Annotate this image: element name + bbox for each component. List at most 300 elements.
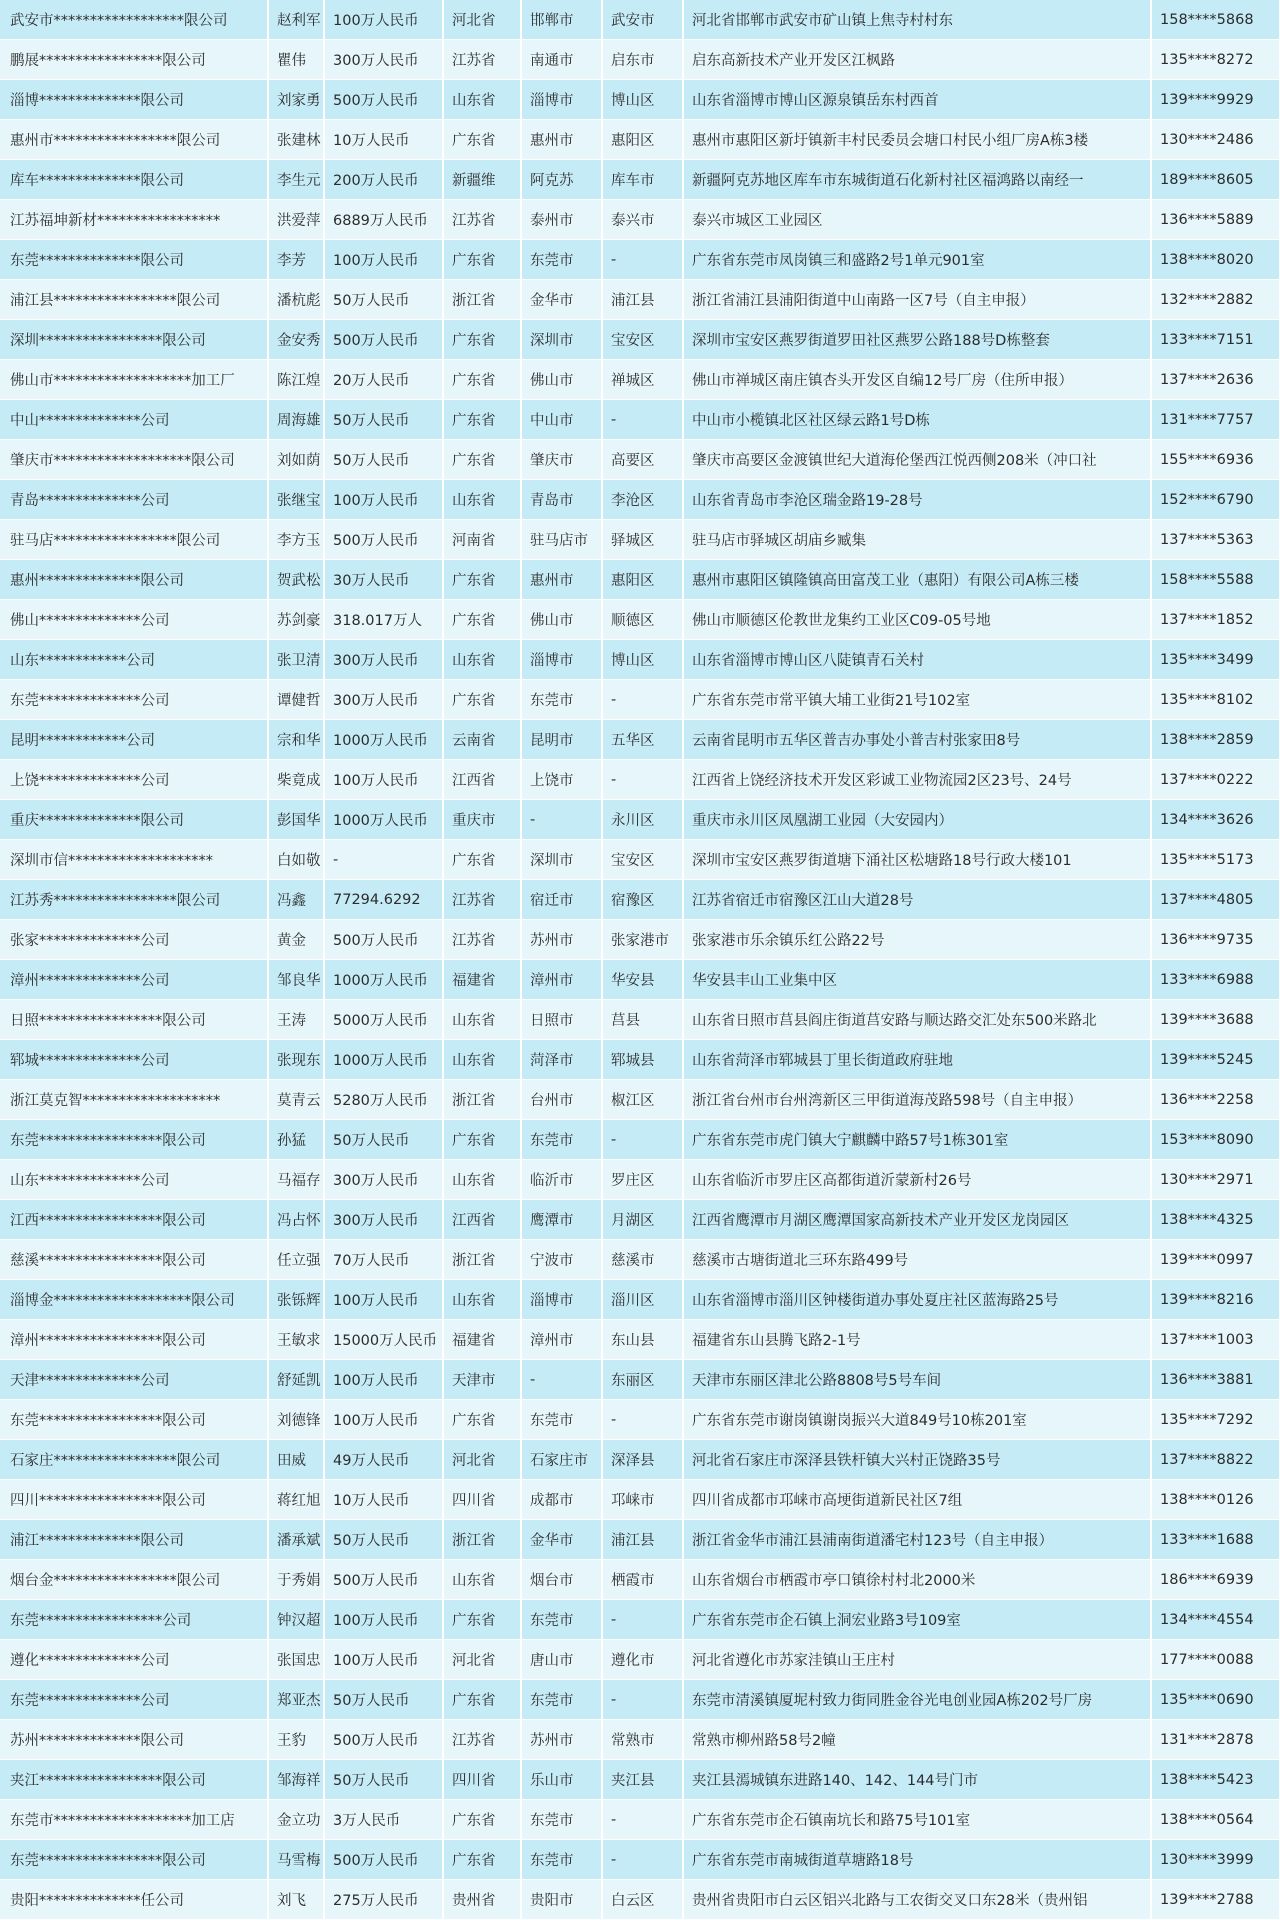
province-cell: 浙江省 [443,1240,521,1280]
registered-capital-cell: 100万人民币 [324,0,443,40]
address-cell: 深圳市宝安区燕罗街道塘下涌社区松塘路18号行政大楼101 [683,840,1151,880]
registered-capital-cell: 500万人民币 [324,1560,443,1600]
city-cell: 日照市 [521,1000,602,1040]
city-cell: 成都市 [521,1480,602,1520]
registered-capital-cell: 70万人民币 [324,1240,443,1280]
company-name-cell: 山东************公司 [0,640,268,680]
district-cell: 张家港市 [602,920,683,960]
district-cell: 驿城区 [602,520,683,560]
table-row [0,1560,1280,1600]
phone-cell: 186****6939 [1151,1560,1280,1600]
address-cell: 华安县丰山工业集中区 [683,960,1151,1000]
province-cell: 山东省 [443,1000,521,1040]
phone-cell: 130****2486 [1151,120,1280,160]
district-cell: 永川区 [602,800,683,840]
province-cell: 江苏省 [443,1720,521,1760]
phone-cell: 131****7757 [1151,400,1280,440]
city-cell: 淄博市 [521,640,602,680]
phone-cell: 189****8605 [1151,160,1280,200]
legal-rep-cell: 黄金 [268,920,324,960]
table-row [0,1320,1280,1360]
company-name-cell: 东莞*****************公司 [0,1600,268,1640]
table-row [0,1640,1280,1680]
registered-capital-cell: 10万人民币 [324,1480,443,1520]
province-cell: 四川省 [443,1760,521,1800]
province-cell: 重庆市 [443,800,521,840]
phone-cell: 136****9735 [1151,920,1280,960]
province-cell: 江苏省 [443,40,521,80]
city-cell: - [521,1360,602,1400]
table-row [0,40,1280,80]
legal-rep-cell: 田威 [268,1440,324,1480]
district-cell: 浦江县 [602,1520,683,1560]
table-row [0,1240,1280,1280]
phone-cell: 139****2788 [1151,1880,1280,1920]
province-cell: 山东省 [443,1560,521,1600]
province-cell: 云南省 [443,720,521,760]
company-name-cell: 石家庄*****************限公司 [0,1440,268,1480]
phone-cell: 135****8102 [1151,680,1280,720]
phone-cell: 135****3499 [1151,640,1280,680]
company-name-cell: 青岛**************公司 [0,480,268,520]
district-cell: 浦江县 [602,280,683,320]
province-cell: 贵州省 [443,1880,521,1920]
company-name-cell: 上饶**************公司 [0,760,268,800]
province-cell: 广东省 [443,240,521,280]
legal-rep-cell: 赵利军 [268,0,324,40]
city-cell: 临沂市 [521,1160,602,1200]
address-cell: 四川省成都市邛崃市高埂街道新民社区7组 [683,1480,1151,1520]
company-name-cell: 库车**************限公司 [0,160,268,200]
province-cell: 福建省 [443,960,521,1000]
district-cell: 白云区 [602,1880,683,1920]
district-cell: 惠阳区 [602,120,683,160]
legal-rep-cell: 李芳 [268,240,324,280]
registered-capital-cell: 50万人民币 [324,440,443,480]
company-name-cell: 慈溪*****************限公司 [0,1240,268,1280]
phone-cell: 138****0564 [1151,1800,1280,1840]
address-cell: 河北省石家庄市深泽县铁杆镇大兴村正饶路35号 [683,1440,1151,1480]
phone-cell: 133****7151 [1151,320,1280,360]
address-cell: 中山市小榄镇北区社区绿云路1号D栋 [683,400,1151,440]
province-cell: 河北省 [443,1640,521,1680]
registered-capital-cell: 500万人民币 [324,320,443,360]
district-cell: 启东市 [602,40,683,80]
table-row [0,1440,1280,1480]
address-cell: 江西省鹰潭市月湖区鹰潭国家高新技术产业开发区龙岗园区 [683,1200,1151,1240]
province-cell: 江苏省 [443,880,521,920]
company-name-cell: 浦江**************限公司 [0,1520,268,1560]
address-cell: 重庆市永川区凤凰湖工业园（大安园内） [683,800,1151,840]
legal-rep-cell: 马雪梅 [268,1840,324,1880]
phone-cell: 134****3626 [1151,800,1280,840]
city-cell: 淄博市 [521,80,602,120]
table-row [0,440,1280,480]
province-cell: 福建省 [443,1320,521,1360]
city-cell: 阿克苏 [521,160,602,200]
registered-capital-cell: 10万人民币 [324,120,443,160]
city-cell: 青岛市 [521,480,602,520]
table-row [0,1800,1280,1840]
legal-rep-cell: 张卫清 [268,640,324,680]
legal-rep-cell: 金立功 [268,1800,324,1840]
district-cell: 东丽区 [602,1360,683,1400]
company-name-cell: 烟台金*****************限公司 [0,1560,268,1600]
table-row [0,760,1280,800]
address-cell: 山东省日照市莒县阎庄街道莒安路与顺达路交汇处东500米路北 [683,1000,1151,1040]
province-cell: 广东省 [443,360,521,400]
table-row [0,800,1280,840]
address-cell: 驻马店市驿城区胡庙乡臧集 [683,520,1151,560]
phone-cell: 130****3999 [1151,1840,1280,1880]
legal-rep-cell: 王涛 [268,1000,324,1040]
registered-capital-cell: 100万人民币 [324,1360,443,1400]
company-name-cell: 张家**************公司 [0,920,268,960]
address-cell: 广东省东莞市谢岗镇谢岗振兴大道849号10栋201室 [683,1400,1151,1440]
registered-capital-cell: 5000万人民币 [324,1000,443,1040]
table-row [0,880,1280,920]
registered-capital-cell: 49万人民币 [324,1440,443,1480]
district-cell: 宿豫区 [602,880,683,920]
city-cell: 宁波市 [521,1240,602,1280]
province-cell: 广东省 [443,680,521,720]
city-cell: 东莞市 [521,1120,602,1160]
phone-cell: 138****5423 [1151,1760,1280,1800]
province-cell: 河北省 [443,1440,521,1480]
phone-cell: 139****9929 [1151,80,1280,120]
table-row [0,1520,1280,1560]
registered-capital-cell: 1000万人民币 [324,1040,443,1080]
district-cell: 五华区 [602,720,683,760]
table-row [0,1880,1280,1920]
province-cell: 浙江省 [443,1080,521,1120]
company-name-cell: 东莞*****************限公司 [0,1120,268,1160]
registered-capital-cell: 50万人民币 [324,1120,443,1160]
legal-rep-cell: 贺武松 [268,560,324,600]
address-cell: 山东省淄博市淄川区钟楼街道办事处夏庄社区蓝海路25号 [683,1280,1151,1320]
phone-cell: 135****8272 [1151,40,1280,80]
province-cell: 天津市 [443,1360,521,1400]
city-cell: 贵阳市 [521,1880,602,1920]
table-row [0,200,1280,240]
province-cell: 广东省 [443,120,521,160]
address-cell: 东莞市清溪镇厦坭村致力街同胜金谷光电创业园A栋202号厂房 [683,1680,1151,1720]
city-cell: 东莞市 [521,1680,602,1720]
phone-cell: 138****4325 [1151,1200,1280,1240]
table-row [0,320,1280,360]
legal-rep-cell: 李方玉 [268,520,324,560]
table-row [0,360,1280,400]
legal-rep-cell: 金安秀 [268,320,324,360]
company-name-cell: 武安市******************限公司 [0,0,268,40]
company-name-cell: 漳州*****************限公司 [0,1320,268,1360]
district-cell: - [602,1600,683,1640]
district-cell: - [602,680,683,720]
phone-cell: 133****1688 [1151,1520,1280,1560]
province-cell: 广东省 [443,600,521,640]
address-cell: 广东省东莞市凤岗镇三和盛路2号1单元901室 [683,240,1151,280]
district-cell: - [602,1120,683,1160]
company-name-cell: 中山**************公司 [0,400,268,440]
table-row [0,240,1280,280]
table-row [0,1360,1280,1400]
phone-cell: 138****8020 [1151,240,1280,280]
company-name-cell: 郓城**************公司 [0,1040,268,1080]
legal-rep-cell: 孙猛 [268,1120,324,1160]
province-cell: 广东省 [443,400,521,440]
address-cell: 张家港市乐余镇乐红公路22号 [683,920,1151,960]
table-row [0,1760,1280,1800]
table-row [0,1400,1280,1440]
registered-capital-cell: 1000万人民币 [324,960,443,1000]
district-cell: 月湖区 [602,1200,683,1240]
city-cell: 邯郸市 [521,0,602,40]
company-name-cell: 驻马店*****************限公司 [0,520,268,560]
district-cell: 高要区 [602,440,683,480]
province-cell: 江西省 [443,760,521,800]
company-name-cell: 肇庆市*******************限公司 [0,440,268,480]
company-name-cell: 东莞**************限公司 [0,240,268,280]
legal-rep-cell: 潘承斌 [268,1520,324,1560]
city-cell: 乐山市 [521,1760,602,1800]
city-cell: 苏州市 [521,920,602,960]
district-cell: 禅城区 [602,360,683,400]
district-cell: - [602,760,683,800]
district-cell: - [602,240,683,280]
phone-cell: 136****3881 [1151,1360,1280,1400]
legal-rep-cell: 张继宝 [268,480,324,520]
city-cell: 淄博市 [521,1280,602,1320]
company-name-cell: 四川*****************限公司 [0,1480,268,1520]
registered-capital-cell: 100万人民币 [324,760,443,800]
province-cell: 浙江省 [443,280,521,320]
district-cell: 慈溪市 [602,1240,683,1280]
registered-capital-cell: 100万人民币 [324,1640,443,1680]
district-cell: 邛崃市 [602,1480,683,1520]
phone-cell: 135****7292 [1151,1400,1280,1440]
table-row [0,1600,1280,1640]
registered-capital-cell: 100万人民币 [324,480,443,520]
city-cell: 东莞市 [521,240,602,280]
company-name-cell: 东莞**************公司 [0,1680,268,1720]
district-cell: 夹江县 [602,1760,683,1800]
table-row [0,560,1280,600]
company-name-cell: 淄博金*******************限公司 [0,1280,268,1320]
company-name-cell: 贵阳**************任公司 [0,1880,268,1920]
legal-rep-cell: 苏剑豪 [268,600,324,640]
city-cell: 苏州市 [521,1720,602,1760]
province-cell: 山东省 [443,640,521,680]
phone-cell: 135****5173 [1151,840,1280,880]
table-row [0,1840,1280,1880]
address-cell: 广东省东莞市虎门镇大宁麒麟中路57号1栋301室 [683,1120,1151,1160]
phone-cell: 130****2971 [1151,1160,1280,1200]
legal-rep-cell: 张国忠 [268,1640,324,1680]
city-cell: 东莞市 [521,1840,602,1880]
district-cell: 淄川区 [602,1280,683,1320]
district-cell: 宝安区 [602,840,683,880]
address-cell: 山东省淄博市博山区八陡镇青石关村 [683,640,1151,680]
city-cell: 昆明市 [521,720,602,760]
registered-capital-cell: 3万人民币 [324,1800,443,1840]
city-cell: 漳州市 [521,960,602,1000]
registered-capital-cell: 50万人民币 [324,280,443,320]
phone-cell: 139****5245 [1151,1040,1280,1080]
phone-cell: 158****5588 [1151,560,1280,600]
city-cell: 漳州市 [521,1320,602,1360]
city-cell: 南通市 [521,40,602,80]
registered-capital-cell: 100万人民币 [324,1600,443,1640]
company-name-cell: 浦江县*****************限公司 [0,280,268,320]
province-cell: 广东省 [443,1840,521,1880]
registered-capital-cell: 100万人民币 [324,1280,443,1320]
phone-cell: 138****0126 [1151,1480,1280,1520]
legal-rep-cell: 郑亚杰 [268,1680,324,1720]
company-name-cell: 佛山**************公司 [0,600,268,640]
company-name-cell: 深圳*****************限公司 [0,320,268,360]
phone-cell: 152****6790 [1151,480,1280,520]
legal-rep-cell: 刘如荫 [268,440,324,480]
district-cell: 博山区 [602,80,683,120]
district-cell: 椒江区 [602,1080,683,1120]
registered-capital-cell: - [324,840,443,880]
table-row [0,1280,1280,1320]
legal-rep-cell: 李生元 [268,160,324,200]
city-cell: 中山市 [521,400,602,440]
city-cell: 金华市 [521,280,602,320]
province-cell: 山东省 [443,1160,521,1200]
legal-rep-cell: 刘飞 [268,1880,324,1920]
city-cell: 东莞市 [521,1400,602,1440]
district-cell: 库车市 [602,160,683,200]
province-cell: 山东省 [443,1040,521,1080]
table-row [0,1080,1280,1120]
address-cell: 河北省遵化市苏家洼镇山王庄村 [683,1640,1151,1680]
phone-cell: 139****8216 [1151,1280,1280,1320]
company-name-cell: 深圳市信******************** [0,840,268,880]
company-name-cell: 山东**************公司 [0,1160,268,1200]
company-name-cell: 惠州**************限公司 [0,560,268,600]
city-cell: 深圳市 [521,840,602,880]
address-cell: 山东省临沂市罗庄区高都街道沂蒙新村26号 [683,1160,1151,1200]
legal-rep-cell: 白如敬 [268,840,324,880]
province-cell: 河北省 [443,0,521,40]
city-cell: 东莞市 [521,680,602,720]
company-name-cell: 东莞*****************限公司 [0,1840,268,1880]
address-cell: 惠州市惠阳区镇隆镇高田富茂工业（惠阳）有限公司A栋三楼 [683,560,1151,600]
table-row [0,1160,1280,1200]
province-cell: 广东省 [443,440,521,480]
registered-capital-cell: 77294.6292 [324,880,443,920]
table-row [0,920,1280,960]
address-cell: 山东省淄博市博山区源泉镇岳东村西首 [683,80,1151,120]
address-cell: 新疆阿克苏地区库车市东城街道石化新村社区福鸿路以南经一 [683,160,1151,200]
address-cell: 浙江省金华市浦江县浦南街道潘宅村123号（自主申报） [683,1520,1151,1560]
province-cell: 广东省 [443,320,521,360]
province-cell: 广东省 [443,1120,521,1160]
company-name-cell: 夹江*****************限公司 [0,1760,268,1800]
registered-capital-cell: 200万人民币 [324,160,443,200]
registered-capital-cell: 20万人民币 [324,360,443,400]
company-name-cell: 东莞**************公司 [0,680,268,720]
company-name-cell: 苏州**************限公司 [0,1720,268,1760]
address-cell: 江西省上饶经济技术开发区彩诚工业物流园2区23号、24号 [683,760,1151,800]
registered-capital-cell: 300万人民币 [324,680,443,720]
table-row [0,960,1280,1000]
phone-cell: 137****4805 [1151,880,1280,920]
province-cell: 广东省 [443,560,521,600]
province-cell: 广东省 [443,1400,521,1440]
legal-rep-cell: 刘家勇 [268,80,324,120]
registered-capital-cell: 318.017万人 [324,600,443,640]
legal-rep-cell: 谭健哲 [268,680,324,720]
phone-cell: 177****0088 [1151,1640,1280,1680]
district-cell: 武安市 [602,0,683,40]
city-cell: 驻马店市 [521,520,602,560]
legal-rep-cell: 洪爱萍 [268,200,324,240]
city-cell: 深圳市 [521,320,602,360]
district-cell: 惠阳区 [602,560,683,600]
address-cell: 启东高新技术产业开发区江枫路 [683,40,1151,80]
city-cell: 东莞市 [521,1800,602,1840]
address-cell: 夹江县漹城镇东进路140、142、144号门市 [683,1760,1151,1800]
legal-rep-cell: 彭国华 [268,800,324,840]
registered-capital-cell: 50万人民币 [324,1760,443,1800]
phone-cell: 137****8822 [1151,1440,1280,1480]
address-cell: 浙江省浦江县浦阳街道中山南路一区7号（自主申报） [683,280,1151,320]
legal-rep-cell: 于秀娟 [268,1560,324,1600]
province-cell: 江苏省 [443,920,521,960]
company-name-cell: 昆明************公司 [0,720,268,760]
city-cell: 东莞市 [521,1600,602,1640]
address-cell: 福建省东山县腾飞路2-1号 [683,1320,1151,1360]
registered-capital-cell: 100万人民币 [324,240,443,280]
city-cell: 宿迁市 [521,880,602,920]
district-cell: 深泽县 [602,1440,683,1480]
registered-capital-cell: 15000万人民币 [324,1320,443,1360]
company-name-cell: 漳州**************公司 [0,960,268,1000]
district-cell: 博山区 [602,640,683,680]
phone-cell: 136****2258 [1151,1080,1280,1120]
table-row [0,680,1280,720]
legal-rep-cell: 潘杭彪 [268,280,324,320]
address-cell: 广东省东莞市企石镇南坑长和路75号101室 [683,1800,1151,1840]
legal-rep-cell: 邹海祥 [268,1760,324,1800]
district-cell: 栖霞市 [602,1560,683,1600]
table-row [0,1120,1280,1160]
legal-rep-cell: 冯鑫 [268,880,324,920]
phone-cell: 136****5889 [1151,200,1280,240]
table-row [0,1000,1280,1040]
city-cell: 台州市 [521,1080,602,1120]
company-name-cell: 淄博**************限公司 [0,80,268,120]
table-row [0,520,1280,560]
city-cell: 石家庄市 [521,1440,602,1480]
province-cell: 山东省 [443,1280,521,1320]
address-cell: 浙江省台州市台州湾新区三甲街道海茂路598号（自主申报） [683,1080,1151,1120]
company-name-cell: 重庆**************限公司 [0,800,268,840]
district-cell: 宝安区 [602,320,683,360]
legal-rep-cell: 刘德锋 [268,1400,324,1440]
registered-capital-cell: 500万人民币 [324,920,443,960]
address-cell: 肇庆市高要区金渡镇世纪大道海伦堡西江悦西侧208米（冲口社 [683,440,1151,480]
address-cell: 山东省青岛市李沧区瑞金路19-28号 [683,480,1151,520]
district-cell: - [602,1840,683,1880]
legal-rep-cell: 邹良华 [268,960,324,1000]
district-cell: 华安县 [602,960,683,1000]
address-cell: 广东省东莞市南城街道草塘路18号 [683,1840,1151,1880]
table-row [0,1720,1280,1760]
